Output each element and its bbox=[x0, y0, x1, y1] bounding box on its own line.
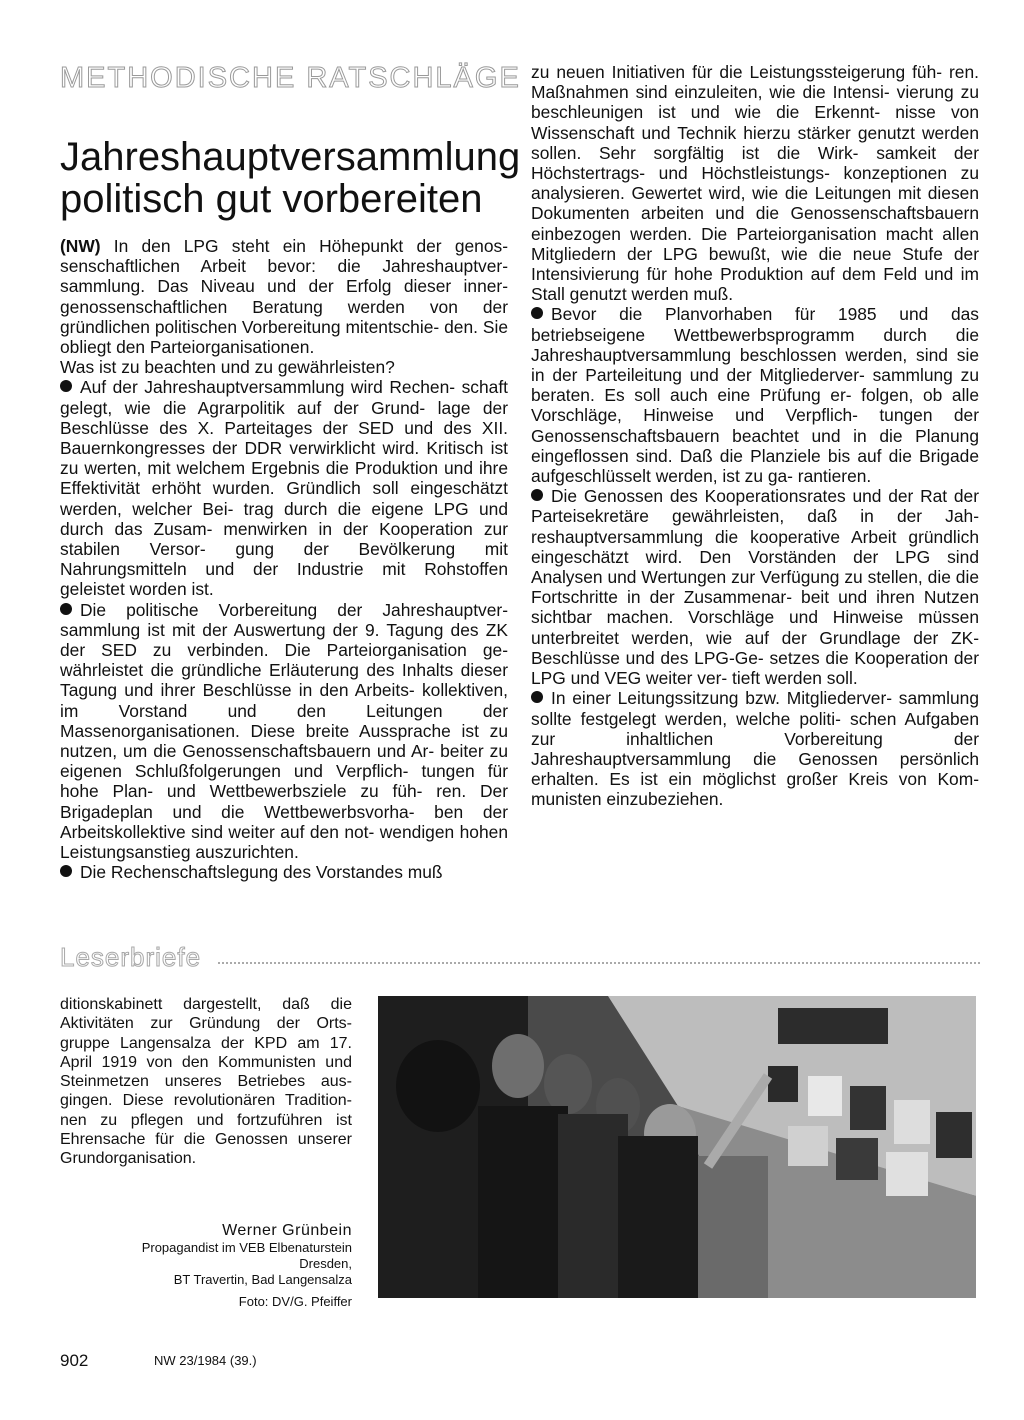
bullet-icon bbox=[60, 603, 72, 615]
page-number: 902 bbox=[60, 1351, 89, 1370]
paragraph-text: Was ist zu beachten und zu gewährleisten? bbox=[60, 357, 395, 378]
photo-credit: Foto: DV/G. Pfeiffer bbox=[238, 1294, 352, 1309]
author-role: Dresden, bbox=[299, 1256, 352, 1271]
section-header-leserbriefe bbox=[60, 942, 980, 976]
author-role: BT Travertin, Bad Langensalza bbox=[173, 1272, 352, 1287]
paragraph-text: Bevor die Planvorhaben für 1985 und das betriebseigene Wettbewerbsprogramm durch die Jahreshauptversammlung beschlossen werden, sind sie in der Parteileitung und der Mitgliederver- sammlung zu beraten. Es soll auch eine Prüfung er- folgen, ob alle Vorschläge, Hinweise und Verpflich- tungen der Genossenschaftsbauern beachtet und in die Planung eingeflossen sind. Daß die Planziele bis auf die Brigade aufgeschlüsselt werden, ist zu ga- rantieren. bbox=[531, 304, 979, 487]
paragraph-text: Die Rechenschaftslegung des Vorstandes muß bbox=[80, 862, 443, 883]
letter-signature bbox=[60, 1222, 352, 1309]
paragraph bbox=[531, 62, 979, 304]
section-label: Leserbriefe bbox=[60, 942, 202, 972]
article-column-right bbox=[531, 62, 979, 810]
paragraph bbox=[531, 304, 979, 486]
bullet-icon bbox=[60, 380, 72, 392]
author-role: Propagandist im VEB Elbenaturstein bbox=[141, 1240, 352, 1255]
article-headline bbox=[60, 136, 520, 220]
source-tag: (NW) bbox=[60, 236, 101, 256]
paragraph bbox=[60, 236, 508, 357]
paragraph-text: Die politische Vorbereitung der Jahreshauptver- sammlung ist mit der Auswertung der 9. Tagung des ZK der SED zu verbinden. Die Parteiorganisation ge- währleistet die gründliche Erläuterung des Inhalts dieser Tagung und ihrer Beschlüsse in den Arbeits- kollektiven, im Vorstand und den Leitungen der Massenorganisationen. Diese breite Aussprache ist zu nutzen, um die Genossenschaftsbauern und Ar- beiter zu eigenen Schlußfolgerungen und Verpflich- tungen für hohe Plan- und Wettbewerbsziele zu füh- ren. Der Brigadeplan und die Wettbewerbsvorha- ben der Arbeitskollektive sind weiter auf den not- wendigen hohen Leistungsanstieg auszurichten. bbox=[60, 599, 508, 863]
paragraph bbox=[531, 688, 979, 809]
article-column-left bbox=[60, 236, 508, 883]
headline-line-1: Jahreshauptversammlung bbox=[60, 135, 521, 179]
paragraph bbox=[60, 600, 508, 863]
kicker-heading: METHODISCHE RATSCHLÄGE bbox=[60, 62, 521, 94]
paragraph-text: Auf der Jahreshauptversammlung wird Rechen- schaft gelegt, wie die Agrarpolitik auf der Grund- lage der Beschlüsse des X. Parteitages der SED und des XII. Bauernkongresses der DDR verwirklicht wird. Kritisch ist zu werten, mit welchem Ergebnis die Produktion und ihre Effektivität erhöht wurden. Gründlich soll eingeschätzt werden, welcher Bei- trag durch die eigene LPG und durch das Zusam- menwirken in der Kooperation zur stabilen Versor- gung der Bevölkerung mit Nahrungsmitteln und der Industrie mit Rohstoffen geleistet worden ist. bbox=[60, 377, 508, 600]
bullet-icon bbox=[60, 865, 72, 877]
bullet-icon bbox=[531, 489, 543, 501]
bullet-icon bbox=[531, 691, 543, 703]
section-divider bbox=[218, 962, 980, 964]
paragraph-text: Die Genossen des Kooperationsrates und der Rat der Parteisekretäre gewährleisten, daß in der Jah- reshauptversammlung die kooperative Arbeit gründlich eingeschätzt wird. Den Vorständen der LPG sind Analysen und Wertungen zur Verfügung zu stellen, die die Fortschritte in der Zusammenar- beit und ihren Nutzen sichtbar machen. Vorschläge und Hinweise müssen unterbreitet werden, wie auf der Grundlage der ZK-Beschlüsse und des LPG-Ge- setzes die Kooperation der LPG und VEG weiter ver- tieft werden soll. bbox=[531, 486, 979, 689]
issue-reference: NW 23/1984 (39.) bbox=[154, 1353, 257, 1368]
paragraph bbox=[531, 486, 979, 688]
paragraph bbox=[60, 357, 508, 377]
photo-illustration bbox=[378, 996, 976, 1298]
exhibition-photo bbox=[378, 996, 976, 1298]
author-name: Werner Grünbein bbox=[222, 1222, 352, 1239]
reader-letter-text: ditionskabinett dargestellt, daß die Aktivitäten zur Gründung der Orts- gruppe Langensalza der KPD am 17. April 1919 von den Kommunisten und Steinmetzen unseres Betriebes aus- gingen. Diese revolutionären Tradition- nen zu pflegen und fortzuführen ist Ehrensache für die Genossen unserer Grundorganisation. bbox=[60, 996, 352, 1168]
paragraph-text: In den LPG steht ein Höhepunkt der genos- senschaftlichen Arbeit bevor: die Jahreshauptver- sammlung. Das Niveau und der Erfolg dieser inner- genossenschaftlichen Beratung werden von der gründlichen politischen Vorbereitung mitentschie- den. Sie obliegt den Parteiorganisationen. bbox=[60, 236, 508, 358]
paragraph bbox=[60, 862, 508, 882]
headline-line-2: politisch gut vorbereiten bbox=[60, 177, 483, 221]
paragraph bbox=[60, 377, 508, 599]
bullet-icon bbox=[531, 307, 543, 319]
paragraph-text: zu neuen Initiativen für die Leistungssteigerung füh- ren. Maßnahmen sind einzuleiten, wie die Intensi- vierung zu beschleunigen ist und wie die Erkennt- nisse von Wissenschaft und Technik hierzu stärker genutzt werden sollen. Sehr sorgfältig ist die Wirk- samkeit der Höchstertrags- und Höchstleistungs- konzeptionen zu analysieren. Gewertet wird, wie die Leitungen mit diesen Dokumenten arbeiten und die Genossenschaftsbauern einbezogen werden. Die Parteiorganisation macht allen Mitgliedern der LPG bewußt, wie die neue Stufe der Intensivierung für hohe Produktion auf dem Feld und im Stall genutzt werden muß. bbox=[531, 62, 979, 305]
paragraph-text: In einer Leitungssitzung bzw. Mitgliederver- sammlung sollte festgelegt werden, welche politi- schen Aufgaben zur inhaltlichen Vorbereitung der Jahreshauptversammlung die Genossen persönlich erhalten. Es ist ein möglichst großer Kreis von Kom- munisten einzubeziehen. bbox=[531, 688, 979, 810]
